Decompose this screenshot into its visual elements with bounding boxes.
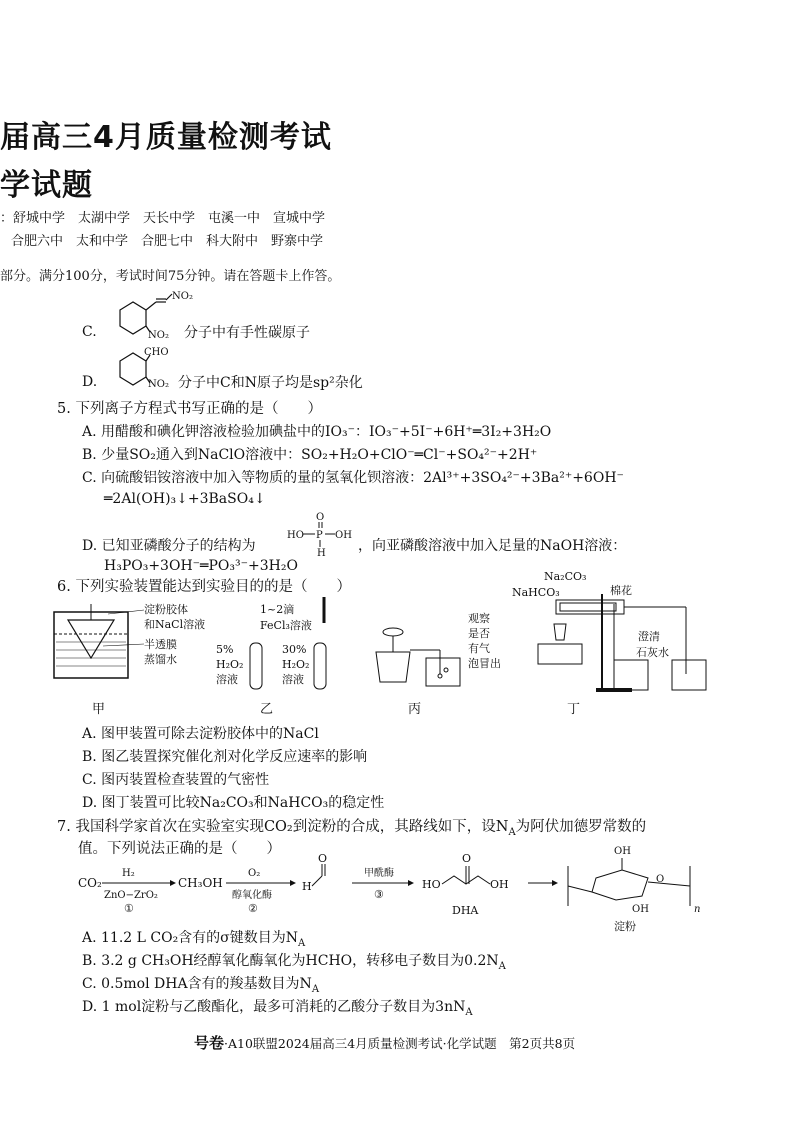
q7-option-a-sub: A [298, 937, 306, 949]
page-subtitle: 学试题 [0, 168, 93, 203]
ding-cotton: 棉花 [610, 584, 632, 597]
q6-option-b: B. 图乙装置探究催化剂对化学反应速率的影响 [82, 749, 368, 765]
route-step-1: ① [124, 902, 134, 915]
struct-oh: OH [335, 530, 352, 541]
q4-option-d-text: 分子中C和N原子均是sp²杂化 [178, 375, 363, 391]
jia-label-3: 半透膜 [144, 638, 177, 651]
route-hcho-o: O [318, 852, 328, 865]
q7-option-b-sub: A [498, 960, 506, 972]
bing-note-1: 观察 [468, 612, 490, 625]
q5-option-a: A. 用醋酸和碘化钾溶液检验加碘盐中的IO₃⁻：IO₃⁻+5I⁻+6H⁺═3I₂+3H₂O [82, 424, 552, 440]
route-h2: H₂ [122, 868, 135, 879]
q5-option-b: B. 少量SO₂通入到NaClO溶液中：SO₂+H₂O+ClO⁻═Cl⁻+SO₄²⁻+2H⁺ [82, 447, 538, 463]
footer-text: ·A10联盟2024届高三4月质量检测考试·化学试题 第2页共8页 [224, 1036, 576, 1051]
yi-right-1: 30% [282, 643, 307, 656]
struct-h: H [317, 548, 326, 559]
yi-left-2: H₂O₂ [216, 658, 244, 671]
q4-d-no2: NO₂ [148, 379, 169, 390]
phosphorous-acid-structure [285, 512, 357, 558]
q4-c-no2-top: NO₂ [172, 291, 193, 302]
yi-right-3: 溶液 [282, 673, 304, 686]
yi-drop-1: 1~2滴 [260, 603, 295, 616]
ding-lime-1: 澄清 [638, 630, 660, 643]
q7-option-a-text: A. 11.2 L CO₂含有的σ键数目为N [82, 930, 298, 946]
q7-option-d [82, 996, 473, 1018]
route-starch-label: 淀粉 [614, 920, 636, 933]
route-starch-n: n [694, 904, 701, 915]
q4-option-d-label: D. [82, 374, 98, 390]
q6-option-a: A. 图甲装置可除去淀粉胶体中的NaCl [82, 726, 319, 742]
figure-yi-catalysis [212, 595, 342, 695]
route-starch-oh-top: OH [614, 846, 631, 857]
route-hcho-h: H [302, 880, 312, 893]
struct-p: P [316, 530, 323, 541]
q7-option-d-sub: A [465, 1006, 473, 1018]
q5-option-d-text-a: D. 已知亚磷酸分子的结构为 [82, 538, 256, 554]
bing-note-3: 有气 [468, 642, 490, 655]
q7-stem-part1: 7. 我国科学家首次在实验室实现CO₂到淀粉的合成，其路线如下，设N [57, 819, 509, 835]
school-list-row-1: ：舒城中学 太湖中学 天长中学 屯溪一中 宣城中学 [0, 211, 326, 226]
figure-label-yi: 乙 [260, 702, 274, 717]
jia-label-4: 蒸馏水 [144, 653, 177, 666]
route-formolase: 甲酰酶 [364, 868, 394, 879]
q4-option-c-structure [100, 288, 193, 341]
bing-note-2: 是否 [468, 627, 490, 640]
route-dha-label: DHA [452, 904, 479, 917]
q7-stem-sub: A [508, 826, 516, 838]
q7-option-c [82, 973, 319, 995]
q6-option-d: D. 图丁装置可比较Na₂CO₃和NaHCO₃的稳定性 [82, 795, 385, 811]
route-step-3: ③ [374, 888, 384, 901]
figure-label-jia: 甲 [92, 702, 106, 717]
school-list-row-2: 合肥六中 太和中学 合肥七中 科大附中 野寨中学 [11, 234, 324, 249]
q5-option-c-line2: ═2Al(OH)₃↓+3BaSO₄↓ [104, 491, 266, 507]
q7-stem-line2: 值。下列说法正确的是（ ） [78, 841, 281, 857]
exam-note: 部分。满分100分，考试时间75分钟。请在答题卡上作答。 [0, 269, 341, 284]
q4-d-cho: CHO [144, 347, 169, 358]
route-starch-o: O [656, 874, 665, 885]
q5-option-c-line1: C. 向硫酸铝铵溶液中加入等物质的量的氢氧化钡溶液：2Al³⁺+3SO₄²⁻+3Ba²⁺+6OH⁻ [82, 470, 624, 486]
q6-stem: 6. 下列实验装置能达到实验目的的是（ ） [57, 579, 351, 595]
ding-na2co3: Na₂CO₃ [544, 570, 587, 583]
q7-option-d-text: D. 1 mol淀粉与乙酸酯化，最多可消耗的乙酸分子数目为3nN [82, 999, 466, 1015]
figure-label-bing: 丙 [408, 702, 422, 717]
q7-option-a [82, 927, 305, 949]
jia-label-2: 和NaCl溶液 [144, 618, 206, 631]
q7-option-c-sub: A [311, 983, 320, 995]
q4-c-no2-bottom: NO₂ [148, 330, 169, 341]
ding-nahco3: NaHCO₃ [512, 586, 560, 599]
q4-option-d-structure [100, 341, 190, 391]
co2-to-starch-route [76, 842, 716, 934]
footer-brand: 号卷 [194, 1034, 225, 1052]
q7-option-b [82, 950, 506, 972]
figure-label-ding: 丁 [567, 702, 581, 717]
route-o2: O₂ [248, 868, 261, 879]
figure-ding-thermal-stability [510, 564, 720, 704]
ding-lime-2: 石灰水 [636, 646, 669, 659]
route-co2: CO₂ [78, 876, 102, 890]
yi-drop-2: FeCl₃溶液 [260, 619, 312, 632]
yi-left-3: 溶液 [216, 673, 238, 686]
q7-option-c-text: C. 0.5mol DHA含有的羧基数目为N [82, 976, 312, 992]
q5-option-d-text-b: ，向亚磷酸溶液中加入足量的NaOH溶液： [358, 538, 627, 554]
q5-stem: 5. 下列离子方程式书写正确的是（ ） [57, 401, 322, 417]
route-starch-oh-bottom: OH [632, 904, 649, 915]
route-cat: ZnO−ZrO₂ [104, 890, 158, 901]
route-step-2: ② [248, 902, 258, 915]
figure-jia-dialysis [48, 600, 218, 690]
q7-option-b-text: B. 3.2 g CH₃OH经醇氧化酶氧化为HCHO，转移电子数目为0.2N [82, 953, 499, 969]
yi-left-1: 5% [216, 643, 234, 656]
figure-bing-airtightness [356, 612, 516, 692]
page-footer [194, 1032, 575, 1053]
q4-option-c-text: 分子中有手性碳原子 [184, 325, 310, 341]
q7-stem-line1 [57, 815, 646, 838]
q4-option-c-label: C. [82, 324, 97, 340]
yi-right-2: H₂O₂ [282, 658, 310, 671]
bing-note-4: 泡冒出 [468, 657, 501, 670]
route-ch3oh: CH₃OH [178, 876, 223, 890]
struct-ho: HO [287, 530, 304, 541]
jia-label-1: 淀粉胶体 [144, 603, 188, 616]
q7-stem-part2: 为阿伏加德罗常数的 [515, 819, 647, 835]
struct-o: O [316, 512, 325, 523]
page-title: 届高三4月质量检测考试 [0, 120, 332, 155]
route-dha-oh: OH [490, 878, 509, 891]
route-dha-o: O [462, 852, 472, 865]
q6-option-c: C. 图丙装置检查装置的气密性 [82, 772, 270, 788]
route-enzyme: 醇氧化酶 [232, 890, 272, 901]
q5-option-d-line2: H₃PO₃+3OH⁻═PO₃³⁻+3H₂O [104, 558, 298, 574]
route-dha-ho: HO [422, 878, 441, 891]
